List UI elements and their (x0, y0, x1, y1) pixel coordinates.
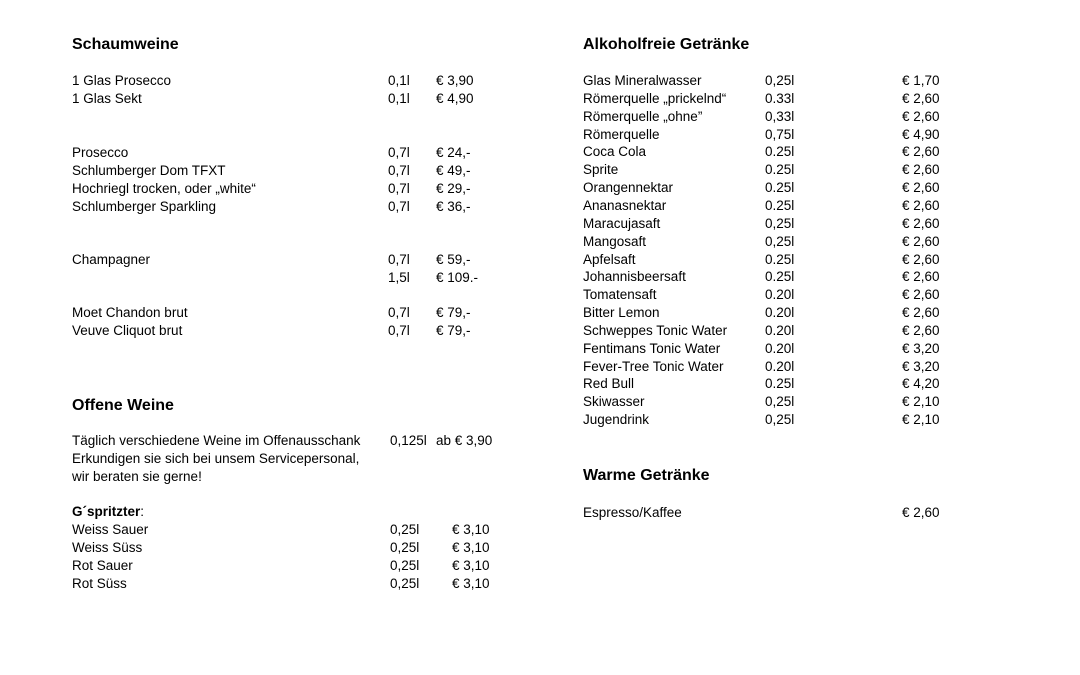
item-name: Champagner (72, 252, 151, 267)
item-name: Schlumberger Dom TFXT (72, 163, 226, 178)
item-size: 0,25l (390, 540, 420, 555)
item-size: 0.25l (765, 376, 795, 392)
item-size: 0,25l (765, 215, 795, 231)
item-price: € 2,10 (902, 394, 940, 410)
item-name: Mangosaft (583, 233, 647, 249)
item-name: Sprite (583, 162, 619, 178)
item-name: Rot Sauer (72, 558, 133, 573)
item-price: € 2,60 (902, 322, 940, 338)
item-size: 0.20l (765, 322, 795, 338)
item-price: € 79,- (436, 323, 471, 338)
spritzer-colon: : (140, 504, 145, 519)
item-name: Orangennektar (583, 180, 674, 196)
item-price: € 24,- (436, 145, 471, 160)
item-price: € 2,60 (902, 269, 940, 285)
item-price: € 79,- (436, 305, 471, 320)
item-size: 0.25l (765, 251, 795, 267)
item-name: Römerquelle „ohne” (583, 108, 703, 124)
item-name: Johannisbeersaft (583, 269, 686, 285)
item-size: 1,5l (388, 270, 410, 285)
item-size: 0,25l (765, 73, 795, 88)
item-price: € 59,- (436, 252, 471, 267)
item-price: € 2,60 (902, 90, 940, 106)
item-price: € 3,10 (452, 540, 490, 555)
item-price: € 49,- (436, 163, 471, 178)
item-name: Jugendrink (583, 412, 650, 428)
item-size: 0,7l (388, 305, 410, 320)
item-name: Römerquelle „prickelnd“ (583, 90, 727, 106)
item-price: € 2,60 (902, 233, 940, 249)
spritzer-heading (72, 503, 144, 521)
item-name: 1 Glas Prosecco (72, 73, 172, 88)
item-price: € 109.- (436, 270, 479, 285)
item-size: 0.33l (765, 90, 795, 106)
item-size: 0,33l (765, 108, 795, 124)
item-price: € 2,60 (902, 144, 940, 160)
item-size: 0,25l (765, 233, 795, 249)
item-size: 0,1l (388, 73, 410, 88)
item-size: 0.25l (765, 144, 795, 160)
item-size: 0,7l (388, 323, 410, 338)
item-price: € 29,- (436, 181, 471, 196)
offene-weine-info-size: 0,125l (390, 433, 427, 448)
item-name: Bitter Lemon (583, 305, 660, 321)
spritzer-title: G´spritzter (72, 504, 141, 519)
item-name: Weiss Sauer (72, 522, 149, 537)
item-price: € 3,10 (452, 558, 490, 573)
item-size: 0,25l (765, 412, 795, 428)
offene-weine-info-row (72, 432, 512, 450)
item-name: Maracujasaft (583, 215, 661, 231)
item-price: € 2,60 (902, 251, 940, 267)
item-price: € 2,60 (902, 305, 940, 321)
item-size: 0,7l (388, 252, 410, 267)
item-name: Römerquelle (583, 126, 660, 142)
item-price: € 3,10 (452, 576, 490, 591)
item-name: Espresso/Kaffee (583, 505, 682, 520)
item-name: Glas Mineralwasser (583, 73, 702, 88)
item-name: Fever-Tree Tonic Water (583, 358, 724, 374)
item-size: 0,7l (388, 145, 410, 160)
item-name: Moet Chandon brut (72, 305, 188, 320)
item-price: € 2,60 (902, 162, 940, 178)
item-size: 0,25l (390, 522, 420, 537)
item-size: 0,75l (765, 126, 795, 142)
section-title-alkoholfreie-getraenke: Alkoholfreie Getränke (583, 36, 750, 53)
item-price: € 2,10 (902, 412, 940, 428)
item-price: € 2,60 (902, 180, 940, 196)
item-name: Coca Cola (583, 144, 647, 160)
item-name: Schweppes Tonic Water (583, 322, 728, 338)
offene-weine-info-line3: wir beraten sie gerne! (72, 469, 202, 484)
offene-weine-info-price: ab € 3,90 (436, 433, 493, 448)
item-name: Fentimans Tonic Water (583, 340, 721, 356)
item-size: 0,7l (388, 181, 410, 196)
item-size: 0,7l (388, 199, 410, 214)
item-size: 0.20l (765, 358, 795, 374)
section-title-warme-getraenke: Warme Getränke (583, 467, 710, 484)
item-size: 0.25l (765, 197, 795, 213)
item-price: € 3,20 (902, 358, 940, 374)
item-size: 0.25l (765, 180, 795, 196)
item-size: 0,25l (765, 394, 795, 410)
item-size: 0.20l (765, 340, 795, 356)
item-price: € 36,- (436, 199, 471, 214)
item-name: 1 Glas Sekt (72, 91, 142, 106)
item-name: Veuve Cliquot brut (72, 323, 183, 338)
item-name: Skiwasser (583, 394, 645, 410)
item-price: € 3,10 (452, 522, 490, 537)
item-price: € 2,60 (902, 197, 940, 213)
item-size: 0.20l (765, 287, 795, 303)
item-price: € 2,60 (902, 287, 940, 303)
item-size: 0,25l (390, 576, 420, 591)
item-price: € 4,90 (902, 126, 940, 142)
item-name: Hochriegl trocken, oder „white“ (72, 181, 256, 196)
item-price: € 1,70 (902, 73, 940, 88)
item-price: € 3,90 (436, 73, 474, 88)
item-size: 0.25l (765, 162, 795, 178)
item-size: 0.20l (765, 305, 795, 321)
offene-weine-info-line2: Erkundigen sie sich bei unsem Servicepersonal, (72, 451, 360, 466)
item-name: Apfelsaft (583, 251, 636, 267)
item-name: Schlumberger Sparkling (72, 199, 217, 214)
section-title-offene-weine: Offene Weine (72, 397, 174, 414)
item-size: 0.25l (765, 269, 795, 285)
item-price: € 4,20 (902, 376, 940, 392)
item-price: € 2,60 (902, 215, 940, 231)
item-name: Weiss Süss (72, 540, 143, 555)
section-title-schaumweine: Schaumweine (72, 36, 179, 53)
offene-weine-info-line1: Täglich verschiedene Weine im Offenausschank (72, 433, 361, 448)
item-price: € 4,90 (436, 91, 474, 106)
item-name: Tomatensaft (583, 287, 657, 303)
item-price: € 2,60 (902, 505, 940, 520)
item-size: 0,7l (388, 163, 410, 178)
item-size: 0,1l (388, 91, 410, 106)
item-price: € 3,20 (902, 340, 940, 356)
item-price: € 2,60 (902, 108, 940, 124)
item-name: Ananasnektar (583, 197, 667, 213)
item-name: Rot Süss (72, 576, 127, 591)
item-size: 0,25l (390, 558, 420, 573)
item-name: Prosecco (72, 145, 129, 160)
item-name: Red Bull (583, 376, 635, 392)
